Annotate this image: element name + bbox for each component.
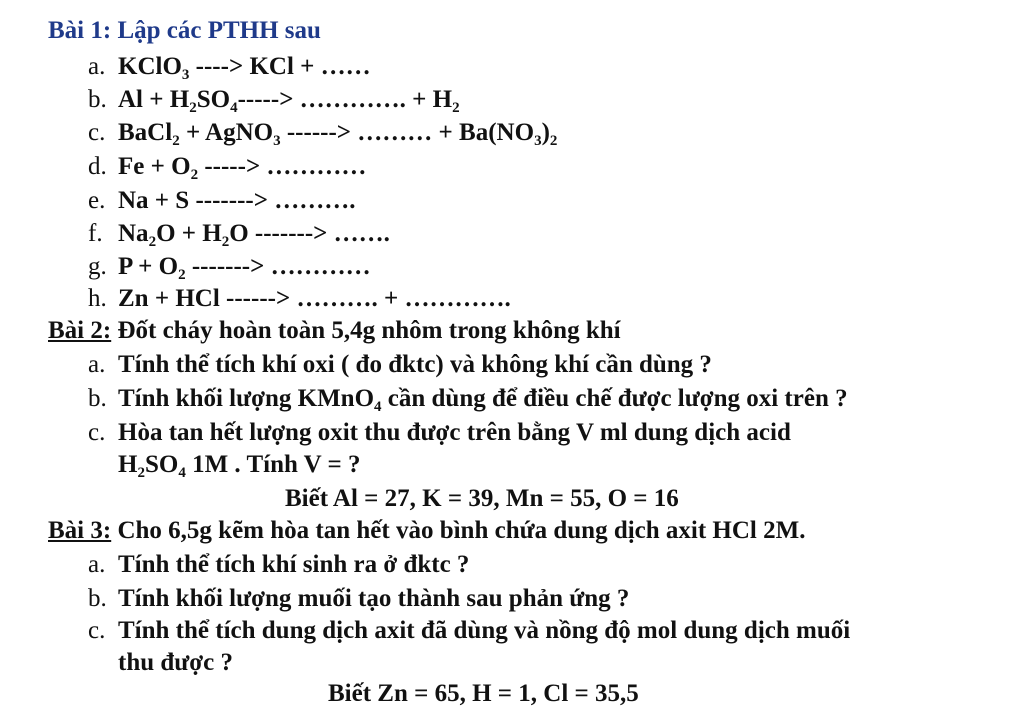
exercise-2-given: Biết Al = 27, K = 39, Mn = 55, O = 16 [285, 485, 679, 512]
equation-h: h. Zn + HCl ------> ………. + …………. [88, 285, 511, 312]
equation-e: e. Na + S -------> ………. [88, 187, 356, 214]
exercise-3-header: Bài 3: [48, 517, 112, 544]
equation-b: b. $Al + H_2SO_4----->$ …………. + $H_2$ [88, 86, 460, 116]
exercise-3-intro: Bài 3: Cho 6,5g kẽm hòa tan hết vào bình chứa dung dịch axit HCl 2M. [48, 517, 806, 544]
exercise-2-intro: Bài 2: Đốt cháy hoàn toàn 5,4g nhôm trong không khí [48, 317, 621, 344]
exercise-2-header: Bài 2: [48, 317, 112, 344]
exercise-2-question-a: a. Tính thể tích khí oxi ( đo đktc) và không khí cần dùng ? [88, 351, 712, 378]
exercise-3-question-c: c. Tính thể tích dung dịch axit đã dùng và nồng độ mol dung dịch muối [88, 617, 851, 644]
equation-d: d. $Fe + O_2$ -----> ………… [88, 153, 367, 183]
exercise-2-question-c: c. Hòa tan hết lượng oxit thu được trên bằng V ml dung dịch acid [88, 419, 791, 446]
exercise-1-title: Bài 1: Lập các PTHH sau [48, 17, 321, 44]
exercise-3-given: Biết Zn = 65, H = 1, Cl = 35,5 [328, 680, 639, 707]
equation-c: c. BaCl$_2$ + AgNO$_3$ ------> ……… + $Ba(NO_3)_2$ [88, 119, 558, 149]
equation-g: g. $P + O_2$ -------> ………… [88, 253, 371, 283]
exercise-2-question-b: b. Tính khối lượng KMnO$_4$ cần dùng để điều chế được lượng oxi trên ? [88, 385, 848, 415]
exercise-2-question-c-cont: $H_2SO_4$ 1M . Tính V = ? [118, 451, 361, 481]
equation-a: a. KClO$_3$ ----> KCl + …… [88, 53, 371, 83]
exercise-3-question-a: a. Tính thể tích khí sinh ra ở đktc ? [88, 551, 470, 578]
equation-f: f. $Na_2O + H_2O$ -------> ……. [88, 220, 390, 250]
exercise-3-question-b: b. Tính khối lượng muối tạo thành sau phản ứng ? [88, 585, 630, 612]
exercise-3-question-c-cont: thu được ? [118, 649, 233, 676]
